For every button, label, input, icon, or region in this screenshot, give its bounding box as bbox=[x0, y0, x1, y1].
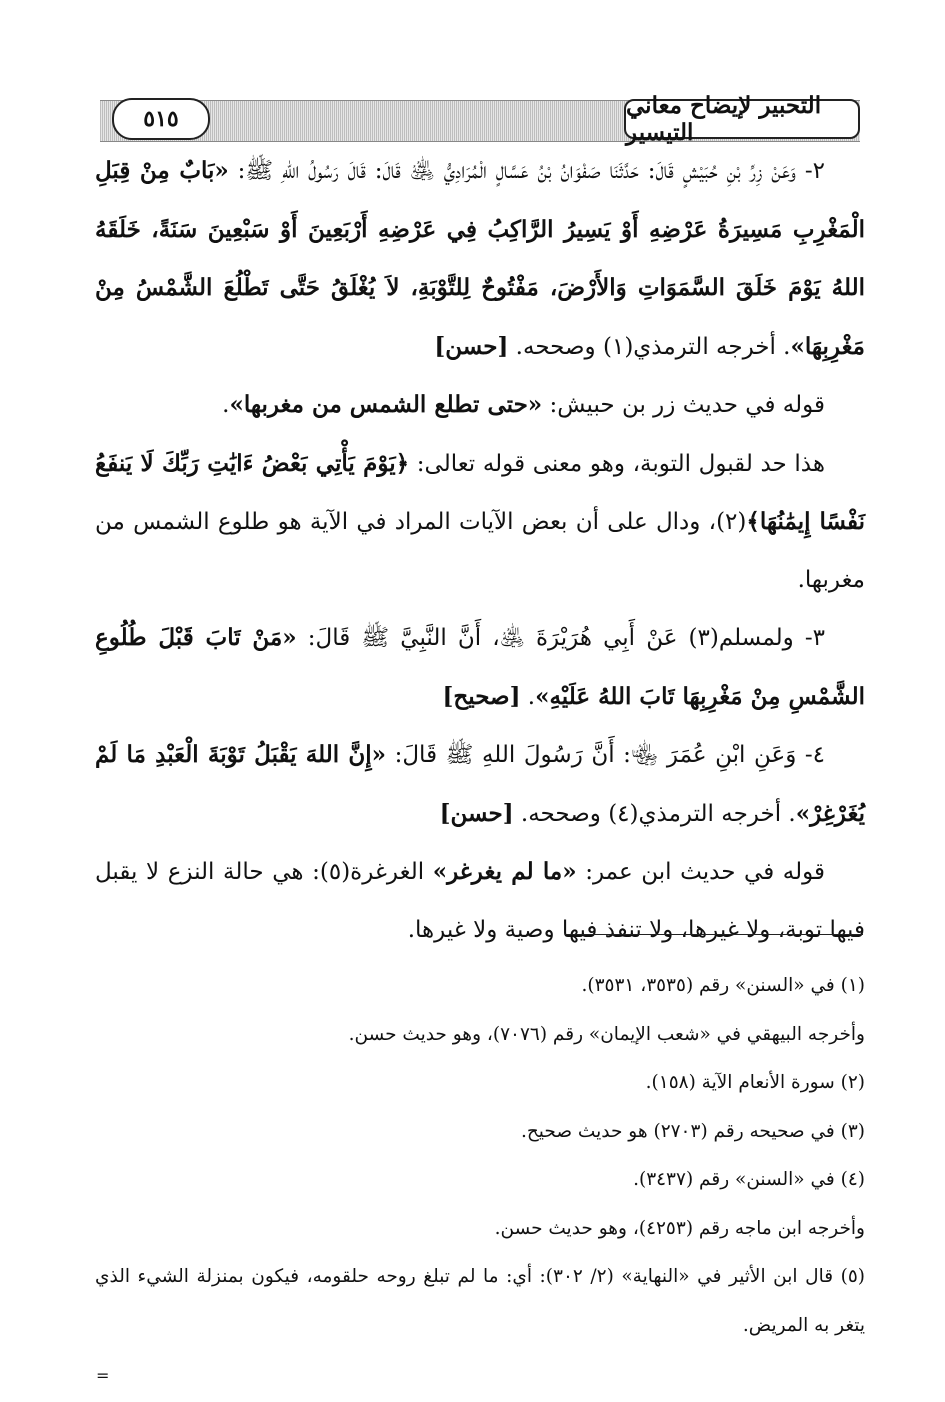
footnote-4: (٤) في «السنن» رقم (٣٤٣٧). bbox=[633, 1169, 865, 1190]
commentary-1-quote: «حتى تطلع الشمس من مغربها» bbox=[229, 391, 543, 418]
hadith-2-quote: «بَابٌ مِنْ قِبَلِ الْمَغْرِبِ مَسِيرَةُ عَرْضِهِ أَوْ يَسِيرُ الرَّاكِبُ فِي عَرْضِهِ أَرْبَعِينَ أَوْ سَبْعِينَ سَنَةً، خَلَقَهُ اللهُ يَوْمَ خَلَقَ السَّمَوَاتِ وَالأَرْضَ، مَفْتُوحٌ لِلتَّوْبَةِ، لاَ يُغْلَقُ حَتَّى تَطْلُعَ الشَّمْسُ مِنْ مَغْرِبِهَا» bbox=[95, 157, 865, 360]
hadith-3-quote: «مَنْ تَابَ قَبْلَ طُلُوعِ الشَّمْسِ مِنْ مَغْرِبِهَا تَابَ اللهُ عَلَيْهِ» bbox=[95, 624, 865, 710]
hadith-2-tail: . أخرجه الترمذي(١) وصححه. bbox=[508, 333, 791, 360]
hadith-2 bbox=[95, 142, 865, 376]
commentary-2 bbox=[95, 435, 865, 610]
hadith-4-intro: ٤- وَعَنِ ابْنِ عُمَرَ ﵄: أَنَّ رَسُولَ اللهِ ﷺ قَالَ: bbox=[386, 742, 826, 768]
hadith-3-grade: [صحيح] bbox=[442, 682, 521, 710]
footnote-2: (٢) سورة الأنعام الآية (١٥٨). bbox=[645, 1072, 865, 1093]
footnote-1-addendum: وأخرجه البيهقي في «شعب الإيمان» رقم (٧٠٧٦)، وهو حديث حسن. bbox=[348, 1023, 865, 1045]
footnotes bbox=[95, 962, 865, 1350]
hadith-4 bbox=[95, 726, 865, 843]
footnote-5: (٥) قال ابن الأثير في «النهاية» (٢/ ٣٠٢): أي: ما لم تبلغ روحه حلقومه، فيكون بمنزلة الشيء الذي يتغر به المريض. bbox=[95, 1266, 865, 1336]
hadith-4-grade: [حسن] bbox=[439, 799, 514, 827]
hadith-2-grade: [حسن] bbox=[434, 332, 509, 360]
page-end-mark: = bbox=[96, 1366, 110, 1385]
footnote-1: (١) في «السنن» رقم (٣٥٣٥، ٣٥٣١). bbox=[581, 975, 865, 996]
hadith-3-intro: ٣- ولمسلم(٣) عَنْ أَبِي هُرَيْرَةَ ﵁، أَنَّ النَّبِيَّ ﷺ قَالَ: bbox=[296, 625, 825, 651]
page-number bbox=[112, 98, 210, 140]
hadith-3 bbox=[95, 609, 865, 726]
footnote-3: (٣) في صحيحه رقم (٢٧٠٣) هو حديث صحيح. bbox=[520, 1120, 865, 1142]
commentary-1-lead: قوله في حديث زر بن حبيش: bbox=[542, 392, 825, 418]
quran-verse: ﴿يَوْمَ يَأْتِي بَعْضُ ءَايَٰتِ رَبِّكَ لَا يَنفَعُ نَفْسًا إِيمَٰنُهَا﴾ bbox=[95, 449, 866, 535]
main-text bbox=[95, 142, 865, 959]
book-title bbox=[624, 92, 860, 146]
commentary-1-end: . bbox=[222, 392, 230, 418]
commentary-3-tail: الغرغرة(٥): هي حالة النزع لا يقبل فيها توبة، ولا غيرها، ولا تنفذ فيها وصية ولا غيرها. bbox=[95, 859, 865, 943]
hadith-4-quote: «إِنَّ اللهَ يَقْبَلُ تَوْبَةَ الْعَبْدِ مَا لَمْ يُغَرْغِرْ» bbox=[95, 741, 865, 827]
hadith-2-intro: ٢- وَعَنْ زِرِّ بْنِ حُبَيْشٍ قَالَ: حَدَّثَنَا صَفْوَانُ بْنُ عَسَّالٍ الْمُرَادِيُّ ﵁ قَالَ: قَالَ رَسُولُ اللهِ ﷺ: bbox=[228, 158, 825, 184]
footnote-divider bbox=[565, 934, 863, 935]
commentary-3-quote: «ما لم يغرغر» bbox=[432, 858, 577, 885]
footnote-4-addendum: وأخرجه ابن ماجه رقم (٤٢٥٣)، وهو حديث حسن. bbox=[494, 1217, 865, 1239]
commentary-2-lead: هذا حد لقبول التوبة، وهو معنى قوله تعالى: bbox=[409, 450, 825, 477]
page-number-text: ٥١٥ bbox=[143, 106, 179, 132]
hadith-3-tail: . bbox=[520, 683, 536, 710]
commentary-2-tail: (٢)، ودال على أن بعض الآيات المراد في الآية هو طلوع الشمس من مغربها. bbox=[95, 509, 865, 593]
hadith-4-tail: . أخرجه الترمذي(٤) وصححه. bbox=[513, 800, 796, 827]
commentary-1 bbox=[95, 376, 865, 435]
commentary-3 bbox=[95, 843, 865, 959]
commentary-3-lead: قوله في حديث ابن عمر: bbox=[576, 859, 825, 885]
book-title-text: التحبير لإيضاح معاني التيسير bbox=[626, 92, 822, 146]
